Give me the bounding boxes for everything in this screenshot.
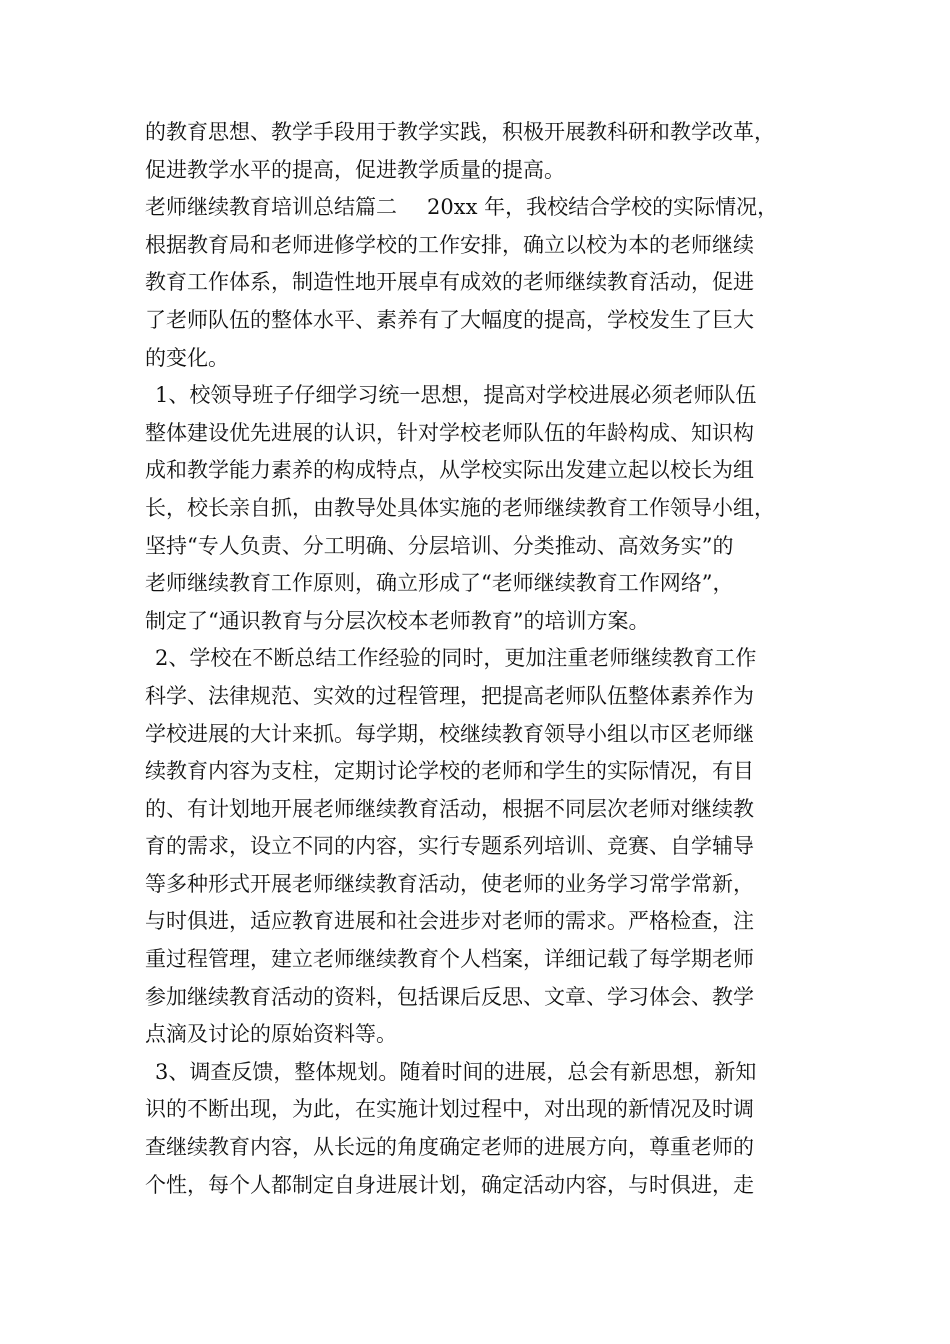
- text-line: 与时俱进，适应教育进展和社会进步对老师的需求。严格检查，注: [145, 909, 754, 934]
- text-line-rest: 20xx 年，我校结合学校的实际情况，: [427, 195, 779, 220]
- text-line: 的教育思想、教学手段用于教学实践，积极开展教科研和教学改革，: [145, 120, 775, 144]
- text-line: 长，校长亲自抓，由教导处具体实施的老师继续教育工作领导小组，: [145, 495, 775, 520]
- text-line: 老师继续教育工作原则，确立形成了“老师继续教育工作网络”，: [145, 571, 734, 596]
- text-line: 的变化。: [145, 345, 229, 370]
- text-line: 参加继续教育活动的资料，包括课后反思、文章、学习体会、教学: [145, 984, 754, 1009]
- text-line: 了老师队伍的整体水平、素养有了大幅度的提高，学校发生了巨大: [145, 307, 754, 332]
- section-heading: 老师继续教育培训总结篇二: [145, 195, 397, 220]
- text-line: 识的不断出现，为此，在实施计划过程中，对出现的新情况及时调: [145, 1097, 754, 1122]
- text-line: 的、有计划地开展老师继续教育活动，根据不同层次老师对继续教: [145, 796, 754, 821]
- text-line: 1、校领导班子仔细学习统一思想，提高对学校进展必须老师队伍: [155, 383, 757, 408]
- text-line: 个性，每个人都制定自身进展计划，确定活动内容，与时俱进，走: [145, 1172, 754, 1197]
- text-line: 育的需求，设立不同的内容，实行专题系列培训、竞赛、自学辅导: [145, 834, 754, 859]
- text-line: 3、调查反馈，整体规划。随着时间的进展，总会有新思想，新知: [155, 1059, 757, 1084]
- text-line: 查继续教育内容，从长远的角度确定老师的进展方向，尊重老师的: [145, 1135, 754, 1160]
- section-heading-line: [145, 189, 835, 227]
- text-line: 坚持“专人负责、分工明确、分层培训、分类推动、高效务实”的: [145, 533, 734, 558]
- text-line: 促进教学水平的提高，促进教学质量的提高。: [145, 157, 565, 182]
- text-line: 整体建设优先进展的认识，针对学校老师队伍的年龄构成、知识构: [145, 420, 754, 445]
- document-body: [145, 114, 835, 1204]
- text-line: 等多种形式开展老师继续教育活动，使老师的业务学习常学常新，: [145, 871, 754, 896]
- text-line: 教育工作体系，制造性地开展卓有成效的老师继续教育活动，促进: [145, 270, 754, 295]
- text-line: 根据教育局和老师进修学校的工作安排，确立以校为本的老师继续: [145, 232, 754, 257]
- text-line: 科学、法律规范、实效的过程管理，把提高老师队伍整体素养作为: [145, 683, 754, 708]
- text-line: 续教育内容为支柱，定期讨论学校的老师和学生的实际情况，有目: [145, 759, 754, 784]
- text-line: 成和教学能力素养的构成特点，从学校实际出发建立起以校长为组: [145, 458, 754, 483]
- text-line: 2、学校在不断总结工作经验的同时，更加注重老师继续教育工作: [155, 646, 757, 671]
- text-line: 点滴及讨论的原始资料等。: [145, 1022, 397, 1047]
- text-line: 制定了“通识教育与分层次校本老师教育”的培训方案。: [145, 608, 650, 633]
- text-line: 重过程管理，建立老师继续教育个人档案，详细记载了每学期老师: [145, 947, 754, 972]
- text-line: 学校进展的大计来抓。每学期，校继续教育领导小组以市区老师继: [145, 721, 754, 746]
